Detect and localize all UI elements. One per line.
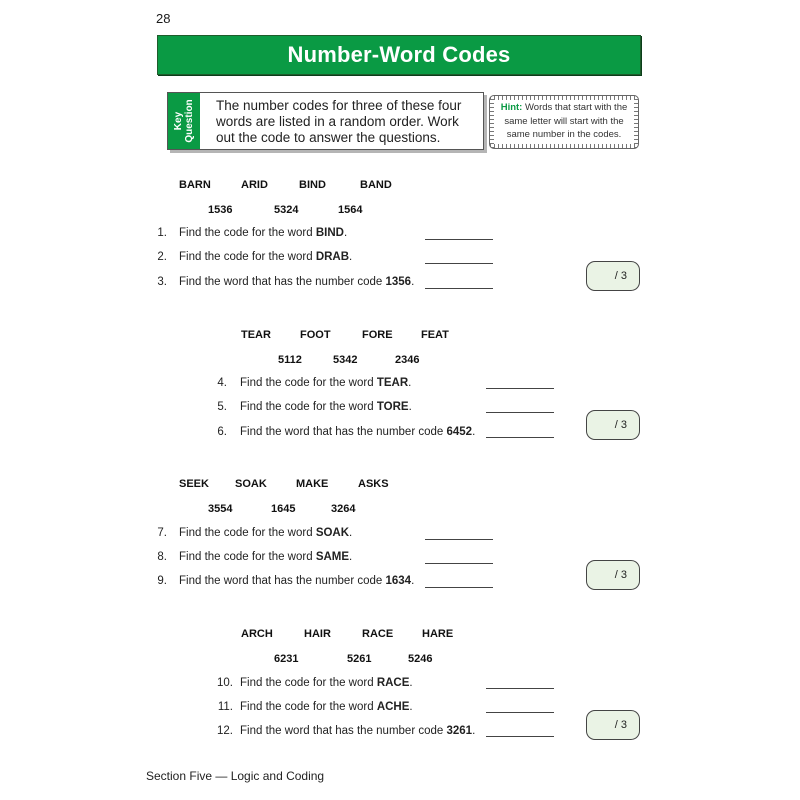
question-text: Find the code for the word TORE. xyxy=(240,401,412,413)
page-number: 28 xyxy=(156,11,171,26)
hint-box xyxy=(489,95,639,149)
key-question-tab xyxy=(168,93,200,149)
question-number: 9. xyxy=(157,575,167,587)
word: BARN xyxy=(179,179,211,191)
word: HAIR xyxy=(304,628,331,640)
number-code: 1536 xyxy=(208,204,233,216)
word: SEEK xyxy=(179,478,209,490)
question-number: 3. xyxy=(157,276,167,288)
title-banner xyxy=(157,35,641,75)
score-box[interactable]: / 3 xyxy=(586,261,640,291)
key-question-label: Key Question xyxy=(173,99,195,143)
number-code: 2346 xyxy=(395,354,420,366)
question-text: Find the code for the word RACE. xyxy=(240,677,413,689)
hint-label: Hint: xyxy=(500,102,523,113)
answer-line[interactable] xyxy=(425,563,493,564)
question-text: Find the code for the word DRAB. xyxy=(179,251,353,263)
word: HARE xyxy=(422,628,454,640)
word: SOAK xyxy=(235,478,267,490)
word: BAND xyxy=(360,179,392,191)
question-text: Find the word that has the number code 3261. xyxy=(240,725,476,737)
number-code: 5246 xyxy=(408,653,433,665)
question-number: 1. xyxy=(157,227,167,239)
question-number: 11. xyxy=(217,701,233,713)
number-code: 5342 xyxy=(333,354,358,366)
footer-section-label: Section Five — Logic and Coding xyxy=(146,769,325,783)
word: FEAT xyxy=(421,329,449,341)
score-box[interactable]: / 3 xyxy=(586,710,640,740)
score-box[interactable]: / 3 xyxy=(586,560,640,590)
question-text: Find the code for the word BIND. xyxy=(179,227,348,239)
word: RACE xyxy=(362,628,394,640)
word: MAKE xyxy=(296,478,329,490)
word: FOOT xyxy=(300,329,331,341)
number-code: 5261 xyxy=(347,653,372,665)
number-code: 3554 xyxy=(208,503,233,515)
answer-line[interactable] xyxy=(486,437,554,438)
number-code: 5112 xyxy=(278,354,302,366)
question-text: Find the code for the word SAME. xyxy=(179,551,353,563)
question-number: 2. xyxy=(157,251,167,263)
hint-body: Words that start with the same letter will start with the same number in the codes. xyxy=(504,102,628,140)
answer-line[interactable] xyxy=(425,239,493,240)
key-question-box xyxy=(167,92,484,150)
answer-line[interactable] xyxy=(425,288,493,289)
answer-line[interactable] xyxy=(425,539,493,540)
answer-line[interactable] xyxy=(425,587,493,588)
number-code: 3264 xyxy=(331,503,356,515)
word: ARID xyxy=(241,179,268,191)
question-number: 8. xyxy=(157,551,167,563)
question-text: Find the code for the word ACHE. xyxy=(240,701,413,713)
question-number: 5. xyxy=(217,401,227,413)
question-number: 12. xyxy=(217,725,233,737)
number-code: 1645 xyxy=(271,503,296,515)
key-question-text: The number codes for three of these four words are listed in a random order. Work out the code to answer the questions. xyxy=(216,98,462,145)
answer-line[interactable] xyxy=(486,688,554,689)
question-text: Find the word that has the number code 1356. xyxy=(179,276,415,288)
question-text: Find the code for the word TEAR. xyxy=(240,377,412,389)
word: FORE xyxy=(362,329,393,341)
question-text: Find the word that has the number code 6452. xyxy=(240,426,476,438)
word: ARCH xyxy=(241,628,273,640)
answer-line[interactable] xyxy=(486,712,554,713)
word: ASKS xyxy=(358,478,389,490)
question-number: 7. xyxy=(157,527,167,539)
answer-line[interactable] xyxy=(425,263,493,264)
number-code: 6231 xyxy=(274,653,299,665)
question-number: 4. xyxy=(217,377,227,389)
question-text: Find the word that has the number code 1634. xyxy=(179,575,415,587)
word: BIND xyxy=(299,179,326,191)
question-text: Find the code for the word SOAK. xyxy=(179,527,353,539)
answer-line[interactable] xyxy=(486,412,554,413)
hint-text xyxy=(496,101,632,142)
question-number: 6. xyxy=(217,426,227,438)
answer-line[interactable] xyxy=(486,736,554,737)
page-title: Number-Word Codes xyxy=(287,42,511,67)
number-code: 5324 xyxy=(274,204,299,216)
question-number: 10. xyxy=(217,677,233,689)
word: TEAR xyxy=(241,329,271,341)
answer-line[interactable] xyxy=(486,388,554,389)
score-box[interactable]: / 3 xyxy=(586,410,640,440)
number-code: 1564 xyxy=(338,204,363,216)
